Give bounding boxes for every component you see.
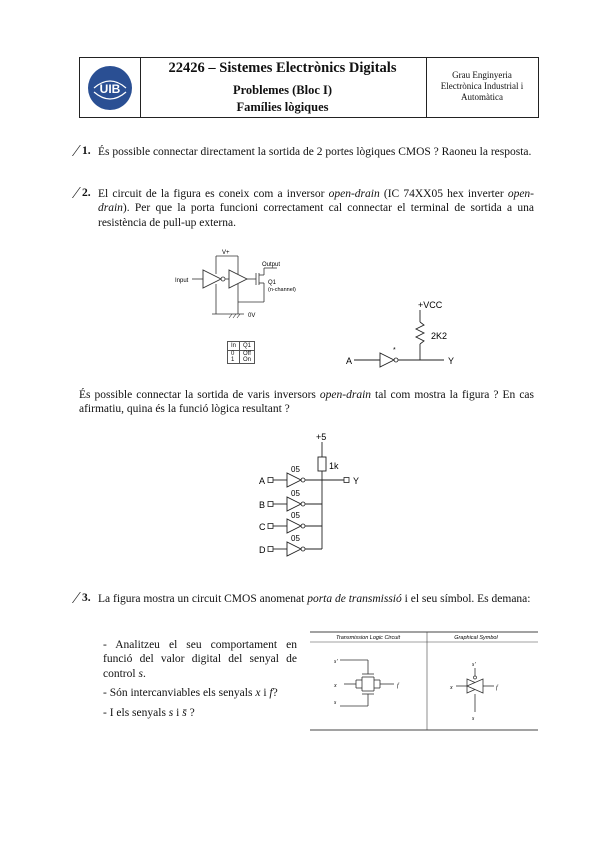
gate-a-label: 05 <box>291 465 300 474</box>
resistor-1k-label: 1k <box>329 461 339 471</box>
open-drain-inverter-figure <box>172 244 312 328</box>
problem-1-text: És possible connectar directament la sortida de 2 portes lògiques CMOS ? Raoneu la resposta. <box>98 146 532 158</box>
bloc-title: Problemes (Bloc I) <box>232 83 333 97</box>
problem-3-number: 3. <box>82 592 91 604</box>
svg-text:*: * <box>393 347 396 354</box>
uib-logo-text: UIB <box>99 82 121 96</box>
transmission-title-right: Graphical Symbol <box>454 635 498 641</box>
circuit-s-label: s <box>334 700 337 706</box>
gate-c-label: 05 <box>291 511 300 520</box>
table-cell: 0 <box>228 351 240 358</box>
transmission-title-left: Transmission Logic Circuit <box>335 635 401 641</box>
problem-3-question-1: - Analitzeu el seu comportament en funció del valor digital del senyal de control s. <box>103 639 297 680</box>
gate-d <box>259 534 322 556</box>
gate-d-label: 05 <box>291 534 300 543</box>
gate-c <box>259 511 322 533</box>
pullup-figure <box>340 296 480 370</box>
course-title: 22426 – Sistemes Electrònics Digitals <box>168 60 397 76</box>
supply-label: +5 <box>316 432 327 442</box>
problem-1-number: 1. <box>82 145 91 157</box>
table-cell: On <box>240 357 255 364</box>
nchannel-label: (n-channel) <box>268 287 296 293</box>
check-mark-icon: ⁄ <box>75 141 78 160</box>
ground-label: 0V <box>248 313 256 319</box>
symbol-s-label: s <box>472 716 475 722</box>
header-divider-right <box>426 58 427 117</box>
wired-output-label: Y <box>353 476 360 486</box>
problem-3-text: La figura mostra un circuit CMOS anomenat porta de transmissió i el seu símbol. Es demana: <box>98 593 531 605</box>
check-mark-icon: ⁄ <box>75 183 78 202</box>
input-label: Input <box>175 278 189 284</box>
degree-line3: Automàtica <box>461 92 503 102</box>
problem-2-number: 2. <box>82 187 91 199</box>
degree-info <box>428 70 536 103</box>
gate-b-input: B <box>259 500 266 510</box>
transmission-gate-figure <box>310 630 538 732</box>
gate-b-label: 05 <box>291 489 300 498</box>
gate-a <box>259 465 322 487</box>
table-header: Q1 <box>240 342 255 351</box>
vcc-label: +VCC <box>418 300 443 310</box>
problem-3-question-3: - I els senyals s i s̄ ? <box>103 707 195 719</box>
symbol-x-label: x <box>450 685 453 691</box>
circuit-x-label: x <box>334 683 337 689</box>
table-cell: 1 <box>228 357 240 364</box>
gate-c-input: C <box>259 522 266 532</box>
symbol-f-label: f <box>496 685 498 691</box>
transmission-symbol <box>449 662 499 722</box>
gate-d-input: D <box>259 545 266 555</box>
uib-logo <box>84 62 136 114</box>
families-title: Famílies lògiques <box>236 100 329 114</box>
problem-2-followup: És possible connectar la sortida de varis inversors open-drain tal com mostra la figura ? En cas afirmatiu, quina és la funció lògica resultant ? <box>79 389 534 416</box>
transmission-circuit <box>333 659 400 706</box>
input-a-label: A <box>346 356 353 366</box>
check-mark-icon: ⁄ <box>75 588 78 607</box>
degree-line2: Electrònica Industrial i <box>440 81 524 91</box>
truth-table <box>227 341 255 364</box>
gate-a-input: A <box>259 476 266 486</box>
circuit-f-label: f <box>397 683 399 689</box>
circuit-sbar-label: s' <box>334 659 338 665</box>
problem-3-question-2: - Són intercanviables els senyals x i f? <box>103 687 278 699</box>
vplus-label: V+ <box>222 250 230 256</box>
problem-2-text: El circuit de la figura es coneix com a inversor open-drain (IC 74XX05 hex inverter open-drain). Per que la porta funcioni correctament cal connectar el terminal de sortida a una resistència de pull-up externa. <box>98 188 534 229</box>
resistor-label: 2K2 <box>431 331 448 341</box>
symbol-sbar-label: s' <box>472 662 476 668</box>
output-label: Output <box>262 262 281 268</box>
wired-and-figure <box>252 430 372 562</box>
table-header: In <box>228 342 240 351</box>
degree-line1: Grau Enginyeria <box>452 70 512 80</box>
q1-label: Q1 <box>268 280 277 286</box>
table-cell: Off <box>240 351 255 358</box>
output-y-label: Y <box>448 356 455 366</box>
gate-b <box>259 489 322 511</box>
